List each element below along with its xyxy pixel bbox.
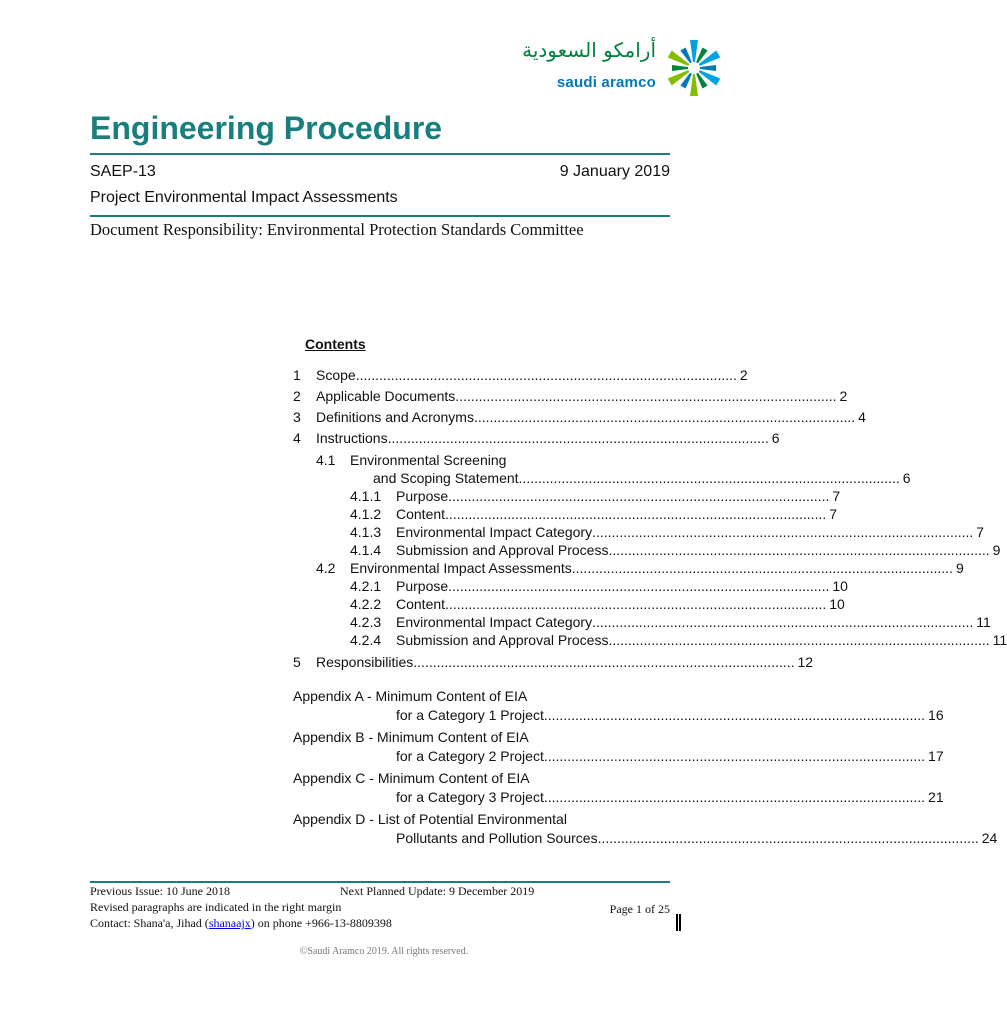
toc-page: 10 (832, 578, 848, 594)
logo-arabic-text: أرامكو السعودية (522, 38, 656, 62)
header-divider (90, 153, 670, 155)
appendix-title: Appendix D - List of Potential Environmental (293, 811, 567, 827)
toc-page: 7 (976, 524, 985, 540)
toc-page: 7 (832, 488, 841, 504)
toc-entry[interactable]: 3 Definitions and Acronyms .................................................................................................. 4 (293, 409, 866, 425)
toc-entry[interactable]: 2 Applicable Documents .................................................................................................. 2 (293, 388, 848, 404)
aramco-star-icon (664, 38, 724, 98)
toc-page: 17 (928, 748, 944, 764)
appendix-subtitle: for a Category 2 Project (396, 748, 544, 764)
copyright-notice: ©Saudi Aramco 2019. All rights reserved. (299, 946, 469, 957)
toc-number: 2 (293, 388, 301, 404)
appendix-title: Appendix B - Minimum Content of EIA (293, 729, 529, 745)
toc-number: 4 (293, 430, 301, 446)
toc-number: 4.1.3 (350, 524, 382, 540)
title-divider (90, 215, 670, 217)
toc-label: Environmental Screening (350, 452, 507, 468)
contents-heading: Contents (305, 336, 366, 352)
appendix-subtitle: Pollutants and Pollution Sources (396, 830, 598, 846)
toc-label: Environmental Impact Assessments (350, 560, 572, 576)
appendix-entry[interactable] (293, 687, 670, 705)
appendix-title: Appendix A - Minimum Content of EIA (293, 688, 528, 704)
toc-number: 4.2.1 (350, 578, 382, 594)
toc-page: 16 (928, 707, 944, 723)
toc-label: Content (396, 596, 446, 612)
toc-number: 4.1.1 (350, 488, 382, 504)
document-type-title: Engineering Procedure (90, 110, 443, 146)
contact-prefix: Contact: Shana'a, Jihad ( (90, 916, 209, 930)
toc-number: 3 (293, 409, 301, 425)
toc-number: 4.1 (316, 452, 336, 468)
appendix-subtitle: for a Category 1 Project (396, 707, 544, 723)
document-title: Project Environmental Impact Assessments (90, 189, 398, 206)
toc-entry[interactable] (293, 451, 670, 469)
toc-page: 4 (858, 409, 866, 425)
toc-page: 6 (902, 470, 911, 486)
toc-entry[interactable]: 4.2.1 Purpose .................................................................................................. 10 (350, 578, 848, 594)
document-responsibility: Document Responsibility: Environmental Protection Standards Committee (90, 220, 584, 239)
toc-page: 6 (771, 430, 780, 446)
toc-entry[interactable]: 4.2.2 Content .................................................................................................. 10 (350, 596, 845, 612)
toc-page: 10 (829, 596, 845, 612)
toc-entry[interactable]: 4 Instructions .................................................................................................. 6 (293, 430, 780, 446)
toc-label: Instructions (316, 430, 388, 446)
toc-page: 12 (797, 654, 814, 670)
toc-label: Environmental Impact Category (396, 614, 593, 630)
toc-number: 4.2.2 (350, 596, 382, 612)
appendix-entry[interactable] (293, 769, 670, 787)
logo-english-text: saudi aramco (556, 74, 656, 91)
toc-entry[interactable]: 4.1.4 Submission and Approval Process .................................................................................................. 9 (350, 542, 1001, 558)
appendix-entry-continuation[interactable]: for a Category 2 Project .................................................................................................. 17 (396, 748, 944, 764)
toc-number: 4.2 (316, 560, 336, 576)
appendix-entry-continuation[interactable]: Pollutants and Pollution Sources .................................................................................................. 24 (396, 830, 998, 846)
toc-page: 24 (981, 830, 998, 846)
toc-label: Responsibilities (316, 654, 414, 670)
revision-margin-bar (676, 914, 681, 931)
toc-label: Content (396, 506, 446, 522)
toc-entry[interactable]: 4.2.4 Submission and Approval Process .................................................................................................. 11 (350, 632, 1007, 648)
toc-number: 4.2.4 (350, 632, 382, 648)
company-logo (522, 38, 724, 98)
page-number: Page 1 of 25 (609, 902, 670, 916)
toc-label: Purpose (396, 578, 449, 594)
toc-page: 7 (829, 506, 838, 522)
toc-page: 2 (739, 367, 748, 383)
toc-label: Definitions and Acronyms (316, 409, 474, 425)
appendix-entry[interactable] (293, 810, 670, 828)
toc-entry-continuation[interactable]: and Scoping Statement .................................................................................................. 6 (373, 470, 911, 486)
toc-label: Submission and Approval Process (396, 632, 609, 648)
revised-note: Revised paragraphs are indicated in the right margin (90, 900, 342, 914)
toc-label: Scope (316, 367, 356, 383)
toc-entry[interactable]: 4.1.1 Purpose .................................................................................................. 7 (350, 488, 841, 504)
toc-label: Environmental Impact Category (396, 524, 593, 540)
toc-entry[interactable]: 4.2 Environmental Impact Assessments .................................................................................................. 9 (316, 560, 964, 576)
toc-entry[interactable]: 5 Responsibilities .................................................................................................. 12 (293, 654, 814, 670)
toc-number: 4.1.2 (350, 506, 382, 522)
document-id: SAEP-13 (90, 163, 156, 180)
toc-page: 11 (976, 614, 991, 630)
toc-number: 5 (293, 654, 301, 670)
toc-entry[interactable]: 4.2.3 Environmental Impact Category .................................................................................................. 11 (350, 614, 991, 630)
toc-label: Applicable Documents (316, 388, 456, 404)
toc-page: 21 (928, 789, 944, 805)
contact-email-link[interactable]: shanaajx (208, 916, 251, 930)
toc-entry[interactable]: 4.1.2 Content .................................................................................................. 7 (350, 506, 838, 522)
toc-entry[interactable]: 1 Scope .................................................................................................. 2 (293, 367, 748, 383)
toc-label: Submission and Approval Process (396, 542, 609, 558)
toc-label: and Scoping Statement (373, 470, 519, 486)
toc-number: 4.2.3 (350, 614, 382, 630)
contact-line (90, 916, 392, 931)
table-of-contents (293, 366, 1007, 847)
appendix-subtitle: for a Category 3 Project (396, 789, 544, 805)
toc-page: 11 (992, 632, 1007, 648)
footer-divider (90, 881, 670, 883)
toc-number: 4.1.4 (350, 542, 382, 558)
previous-issue: Previous Issue: 10 June 2018 (90, 884, 230, 898)
appendix-entry[interactable] (293, 728, 670, 746)
appendix-entry-continuation[interactable]: for a Category 3 Project .................................................................................................. 21 (396, 789, 944, 805)
appendix-title: Appendix C - Minimum Content of EIA (293, 770, 530, 786)
toc-label: Purpose (396, 488, 449, 504)
toc-page: 9 (992, 542, 1001, 558)
toc-page: 9 (955, 560, 964, 576)
next-planned-update: Next Planned Update: 9 December 2019 (340, 884, 535, 898)
toc-page: 2 (839, 388, 848, 404)
contact-suffix: ) on phone +966-13-8809398 (250, 916, 392, 930)
appendix-entry-continuation[interactable]: for a Category 1 Project .................................................................................................. 16 (396, 707, 944, 723)
toc-entry[interactable]: 4.1.3 Environmental Impact Category .................................................................................................. 7 (350, 524, 985, 540)
toc-number: 1 (293, 367, 301, 383)
document-date: 9 January 2019 (559, 163, 670, 180)
